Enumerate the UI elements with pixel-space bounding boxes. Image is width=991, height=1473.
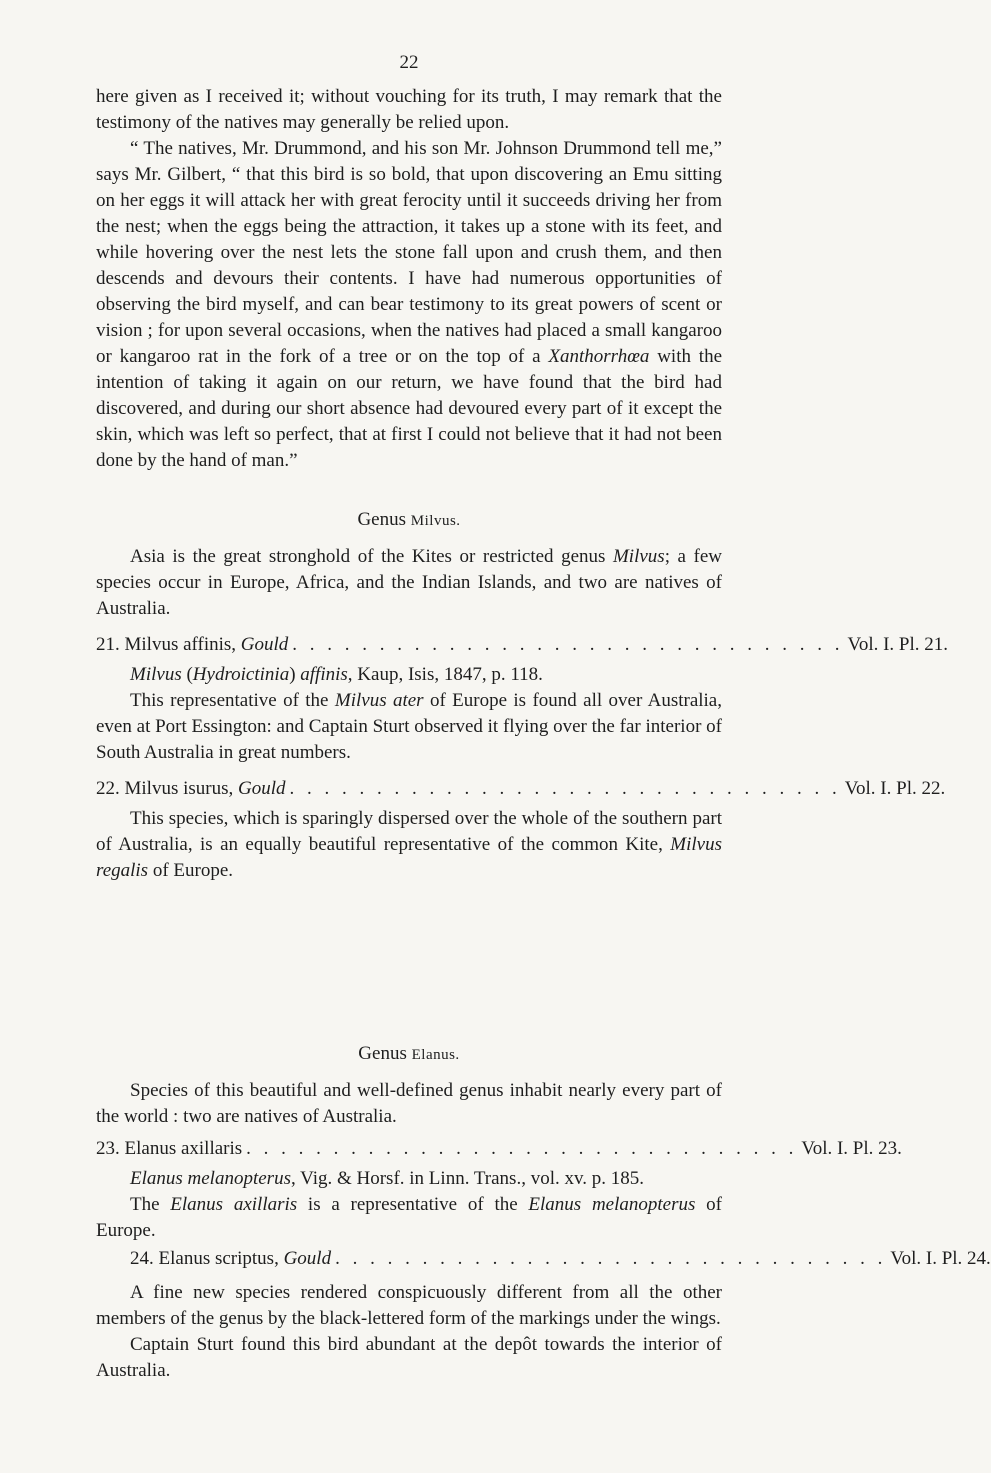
synonym-line: Elanus melanopterus, Vig. & Horsf. in Linn. Trans., vol. xv. p. 185. [130, 1168, 644, 1189]
genus-milvus-heading: Genus Milvus. [357, 509, 461, 530]
genus-milvus-section [96, 507, 949, 884]
plate-reference: Vol. I. Pl. 23. [801, 1138, 902, 1159]
genus-milvus-description: Asia is the great stronghold of the Kites or restricted genus Milvus; a few species occur in Europe, Africa, and the Indian Islands, and two are natives of Australia. [96, 546, 722, 619]
species-name: 23. Elanus axillaris [96, 1138, 243, 1159]
plate-reference: Vol. I. Pl. 22. [844, 778, 946, 799]
species-note: A fine new species rendered conspicuously different from all the other members of the genus by the black-lettered form of the markings under the wings. [96, 1282, 722, 1329]
leader-dots: . . . . . . . . . . . . . . . . . . . . . . . . . . . . . . . . [335, 1248, 887, 1269]
species-entry-24 [96, 1246, 991, 1272]
leader-dots: . . . . . . . . . . . . . . . . . . . . . . . . . . . . . . . . [292, 634, 844, 655]
genus-elanus-description: Species of this beautiful and well-defined genus inhabit nearly every part of the world : two are natives of Australia. [96, 1080, 722, 1127]
intro-paragraph: here given as I received it; without vouching for its truth, I may remark that the testimony of the natives may generally be relied upon. [96, 86, 722, 133]
plate-reference: Vol. I. Pl. 21. [847, 634, 949, 655]
leader-dots: . . . . . . . . . . . . . . . . . . . . . . . . . . . . . . . . [246, 1138, 798, 1159]
page-number: 22 [399, 52, 419, 73]
species-name: 21. Milvus affinis, Gould [96, 634, 289, 655]
species-entry-22 [96, 776, 946, 802]
species-note: The Elanus axillaris is a representative of the Elanus melanopterus of Europe. [96, 1194, 722, 1241]
genus-elanus-heading: Genus Elanus. [358, 1043, 460, 1064]
species-name: 24. Elanus scriptus, Gould [130, 1248, 332, 1269]
species-note: Captain Sturt found this bird abundant at the depôt towards the interior of Australia. [96, 1334, 722, 1381]
species-note: This representative of the Milvus ater of Europe is found all over Australia, even at Port Essington: and Captain Sturt observed it flying over the far interior of South Australia in great numbers. [96, 690, 722, 763]
species-name: 22. Milvus isurus, Gould [96, 778, 286, 799]
species-entry-21 [96, 632, 949, 658]
plate-reference: Vol. I. Pl. 24. [890, 1248, 991, 1269]
genus-elanus-section [96, 1041, 991, 1384]
synonym-line: Milvus (Hydroictinia) affinis, Kaup, Isis, 1847, p. 118. [130, 664, 543, 685]
gilbert-quote: “ The natives, Mr. Drummond, and his son Mr. Johnson Drummond tell me,” says Mr. Gilbert, “ that this bird is so bold, that upon discovering an Emu sitting on her eggs it will attack her with great ferocity until it succeeds driving her from the nest; when the eggs being the attraction, it takes up a stone with its feet, and while hovering over the nest lets the stone fall upon and crush them, and then descends and devours their contents. I have had numerous opportunities of observing the bird myself, and can bear testimony to its great powers of scent or vision ; for upon several occasions, when the natives had placed a small kangaroo or kangaroo rat in the fork of a tree or on the top of a Xanthorrhœa with the intention of taking it again on our return, we have found that the bird had discovered, and during our short absence had devoured every part of it except the skin, which was left so perfect, that at first I could not believe that it had not been done by the hand of man.” [96, 138, 722, 471]
species-entry-23 [96, 1136, 902, 1162]
leader-dots: . . . . . . . . . . . . . . . . . . . . . . . . . . . . . . . . [289, 778, 841, 799]
species-note: This species, which is sparingly dispersed over the whole of the southern part of Australia, is an equally beautiful representative of the common Kite, Milvus regalis of Europe. [96, 808, 722, 881]
intro-section [96, 84, 722, 474]
